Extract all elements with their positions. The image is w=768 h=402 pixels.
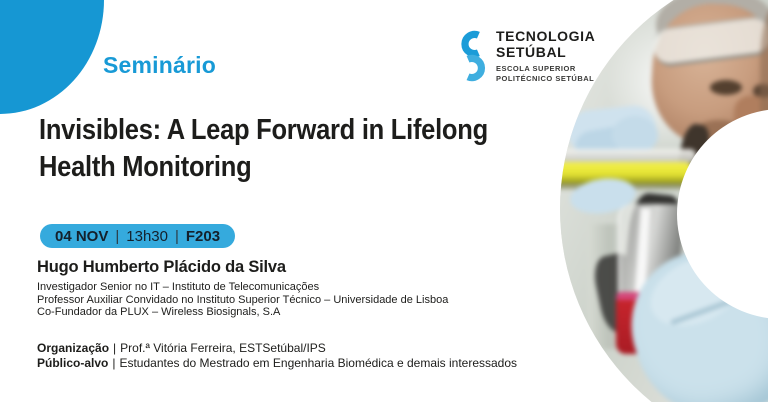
speaker-role: Co-Fundador da PLUX – Wireless Biosignals, S.A	[37, 306, 281, 318]
speaker-role: Investigador Senior no IT – Instituto de Telecomunicações	[37, 281, 320, 293]
logo-sub-line2: POLITÉCNICO SETÚBAL	[496, 73, 595, 83]
organization-value: Prof.ª Vitória Ferreira, ESTSetúbal/IPS	[120, 341, 326, 355]
logo-mark-icon	[456, 28, 488, 84]
speaker-role: Professor Auxiliar Convidado no Instituto Superior Técnico – Universidade de Lisboa	[37, 293, 449, 306]
glass-dish-rim	[560, 149, 696, 163]
logo-sub-line1: ESCOLA SUPERIOR	[496, 64, 576, 73]
audience-label: Público-alvo	[37, 356, 109, 370]
event-details-badge	[40, 224, 235, 248]
eye-left	[710, 80, 742, 95]
event-time: 13h30	[126, 227, 168, 245]
event-room: F203	[185, 227, 221, 245]
footer-separator: |	[113, 341, 117, 355]
seminar-title-line1: Invisibles: A Leap Forward in Lifelong	[39, 114, 488, 146]
logo-name-line2: SETÚBAL	[496, 44, 567, 60]
logo-name-line1: TECNOLOGIA	[496, 28, 596, 44]
corner-accent-shape	[0, 0, 104, 114]
seminar-title	[39, 112, 488, 186]
logo-text	[496, 28, 595, 83]
event-date: 04 NOV	[55, 227, 109, 245]
yellow-liquid	[560, 162, 694, 184]
speaker-block	[37, 258, 448, 319]
badge-separator: |	[174, 227, 179, 245]
footer-separator: |	[112, 356, 116, 370]
school-logo	[456, 28, 595, 84]
seminar-title-line2: Health Monitoring	[39, 151, 252, 183]
organization-label: Organização	[37, 341, 110, 355]
footer-info	[37, 341, 517, 371]
speaker-name: Hugo Humberto Plácido da Silva	[37, 258, 286, 276]
badge-separator: |	[115, 227, 120, 245]
event-type-label: Seminário	[103, 52, 217, 78]
audience-value: Estudantes do Mestrado em Engenharia Biomédica e demais interessados	[119, 356, 518, 370]
organization-line	[37, 341, 517, 356]
audience-line	[37, 356, 517, 371]
